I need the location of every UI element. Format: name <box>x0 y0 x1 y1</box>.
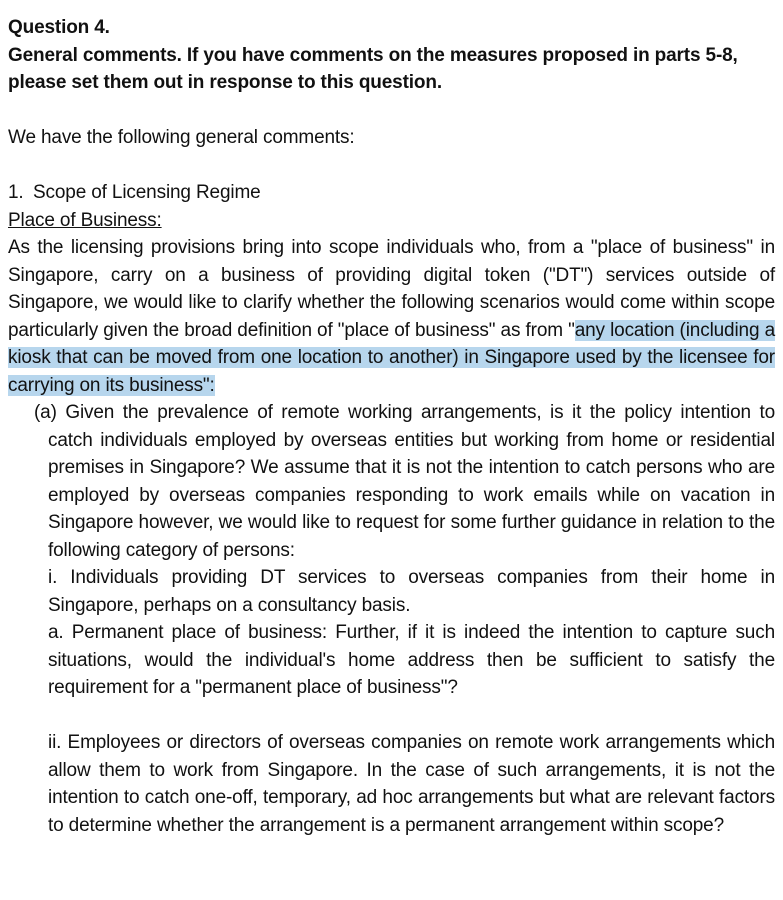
sub-item-a: a. Permanent place of business: Further, if it is indeed the intention to capture such situations, would the individual's home address then be sufficient to satisfy the requirement for a "permanent place of business"? <box>48 622 775 698</box>
sub-item-i: i. Individuals providing DT services to overseas companies from their home in Singapore, perhaps on a consultancy basis. <box>48 567 775 616</box>
subheading-line <box>8 207 775 235</box>
section-number: 1. <box>8 182 24 203</box>
subheading: Place of Business: <box>8 209 162 231</box>
question-instructions: General comments. If you have comments on the measures proposed in parts 5-8, please set them out in response to this question. <box>8 44 738 93</box>
section-title: Scope of Licensing Regime <box>33 182 261 203</box>
list-item-a-marker: (a) <box>34 402 57 423</box>
highlighted-quote: any location (including a kiosk that can be moved from one location to another) in Singapore used by the licensee for carrying on its business": <box>8 319 775 396</box>
blank-line <box>8 152 775 180</box>
paragraph-text: As the licensing provisions bring into scope individuals who, from a "place of business" in Singapore, carry on a business of providing digital token ("DT") services outside of Singapore, we would like to clarify whether the following scenarios would come within scope particularly given the broad definition of "place of business" as from " <box>8 237 775 341</box>
blank-line <box>8 702 775 730</box>
sub-item-ii: ii. Employees or directors of overseas companies on remote work arrangements which allow them to work from Singapore. In the case of such arrangements, it is not the intention to catch one-off, temporary, ad hoc arrangements but what are relevant factors to determine whether the arrangement is a permanent arrangement within scope? <box>48 732 775 836</box>
list-item-a-text: Given the prevalence of remote working arrangements, is it the policy intention to catch individuals employed by overseas entities but working from home or residential premises in Singapore? We assume that it is not the intention to catch persons who are employed by overseas companies responding to work emails while on vacation in Singapore however, we would like to request for some further guidance in relation to the following category of persons: <box>48 402 775 561</box>
blank-line <box>8 97 775 125</box>
question-heading: Question 4. <box>8 17 110 38</box>
intro-text: We have the following general comments: <box>8 127 355 148</box>
main-paragraph <box>8 234 775 399</box>
section-heading <box>8 179 775 207</box>
list-item-a <box>8 399 775 564</box>
